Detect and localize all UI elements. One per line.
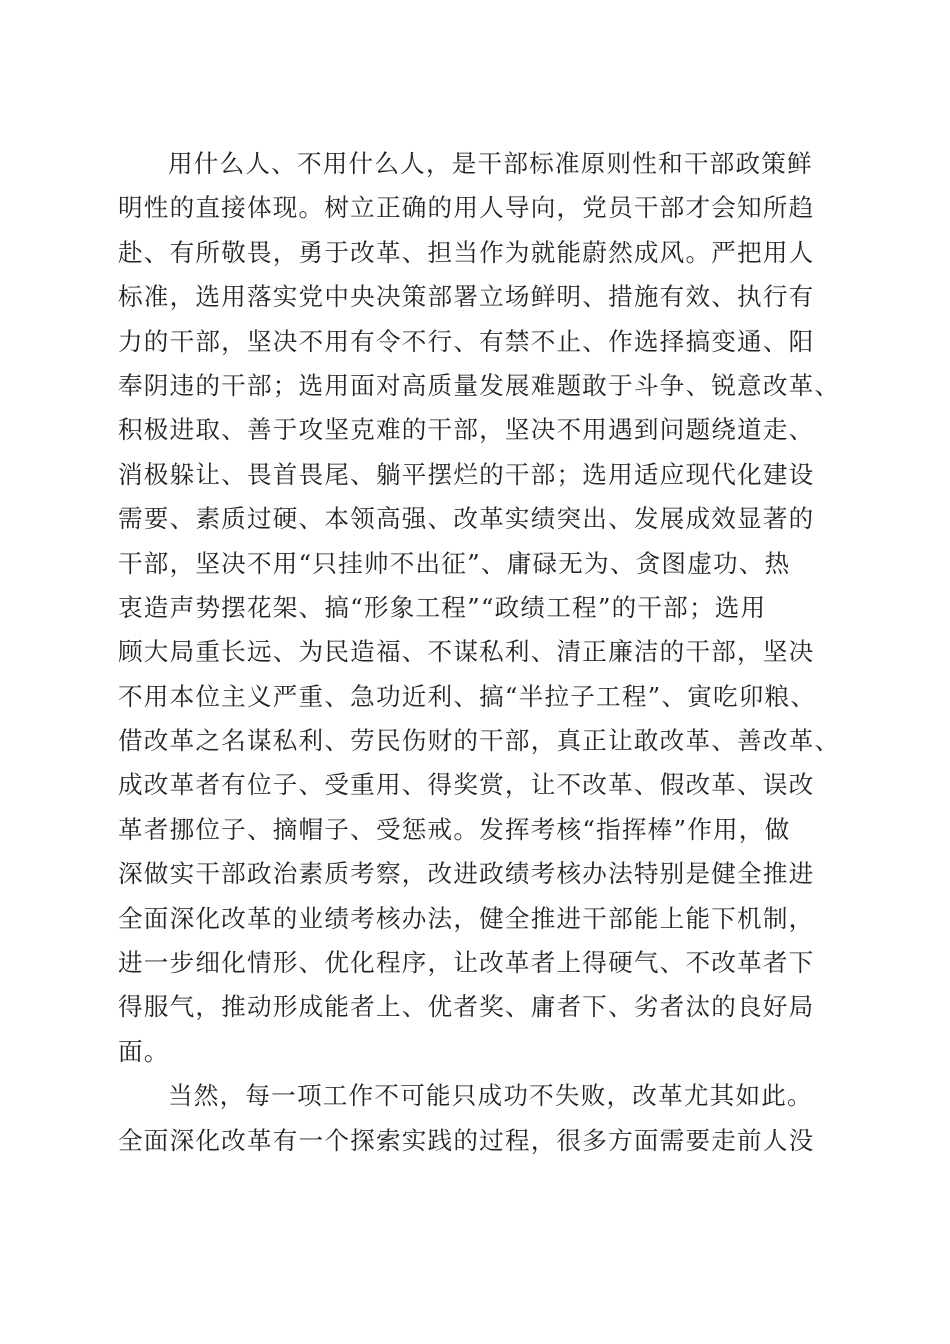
paragraph-line: 全面深化改革有一个探索实践的过程，很多方面需要走前人没 xyxy=(118,1125,815,1155)
paragraph-line: 标准，选用落实党中央决策部署立场鲜明、措施有效、执行有 xyxy=(118,282,815,312)
paragraph-line: 需要、素质过硬、本领高强、改革实绩突出、发展成效显著的 xyxy=(118,504,815,534)
paragraph-line: 用什么人、不用什么人，是干部标准原则性和干部政策鲜 xyxy=(168,149,813,178)
paragraph-line: 明性的直接体现。树立正确的用人导向，党员干部才会知所趋 xyxy=(118,193,815,223)
paragraph-line: 力的干部，坚决不用有令不行、有禁不止、作选择搞变通、阳 xyxy=(118,326,815,356)
paragraph-line: 深做实干部政治素质考察，改进政绩考核办法特别是健全推进 xyxy=(118,859,815,889)
paragraph-line: 衷造声势摆花架、搞“形象工程”“政绩工程”的干部；选用 xyxy=(118,592,767,622)
paragraph-line: 干部，坚决不用“只挂帅不出征”、庸碌无为、贪图虚功、热 xyxy=(118,548,791,578)
paragraph-line: 赴、有所敬畏，勇于改革、担当作为就能蔚然成风。严把用人 xyxy=(118,237,815,267)
paragraph-line: 不用本位主义严重、急功近利、搞“半拉子工程”、寅吃卯粮、 xyxy=(118,681,817,711)
paragraph-line: 全面深化改革的业绩考核办法，健全推进干部能上能下机制， xyxy=(118,903,815,933)
paragraph-line: 成改革者有位子、受重用、得奖赏，让不改革、假改革、误改 xyxy=(118,770,815,800)
paragraph-line: 奉阴违的干部；选用面对高质量发展难题敢于斗争、锐意改革、 xyxy=(118,370,841,400)
paragraph-line: 顾大局重长远、为民造福、不谋私利、清正廉洁的干部，坚决 xyxy=(118,637,815,667)
paragraph-line: 消极躲让、畏首畏尾、躺平摆烂的干部；选用适应现代化建设 xyxy=(118,459,815,489)
document-body xyxy=(118,142,848,1163)
paragraph-2 xyxy=(118,1074,848,1163)
paragraph-line: 借改革之名谋私利、劳民伤财的干部，真正让敢改革、善改革、 xyxy=(118,726,841,756)
paragraph-line: 革者挪位子、摘帽子、受惩戒。发挥考核“指挥棒”作用，做 xyxy=(118,814,791,844)
paragraph-line: 当然，每一项工作不可能只成功不失败，改革尤其如此。 xyxy=(168,1081,813,1111)
paragraph-line: 进一步细化情形、优化程序，让改革者上得硬气、不改革者下 xyxy=(118,948,815,978)
paragraph-1 xyxy=(118,142,848,1074)
paragraph-line: 得服气，推动形成能者上、优者奖、庸者下、劣者汰的良好局 xyxy=(118,992,815,1022)
paragraph-line: 积极进取、善于攻坚克难的干部，坚决不用遇到问题绕道走、 xyxy=(118,415,815,445)
paragraph-line: 面。 xyxy=(118,1036,170,1066)
